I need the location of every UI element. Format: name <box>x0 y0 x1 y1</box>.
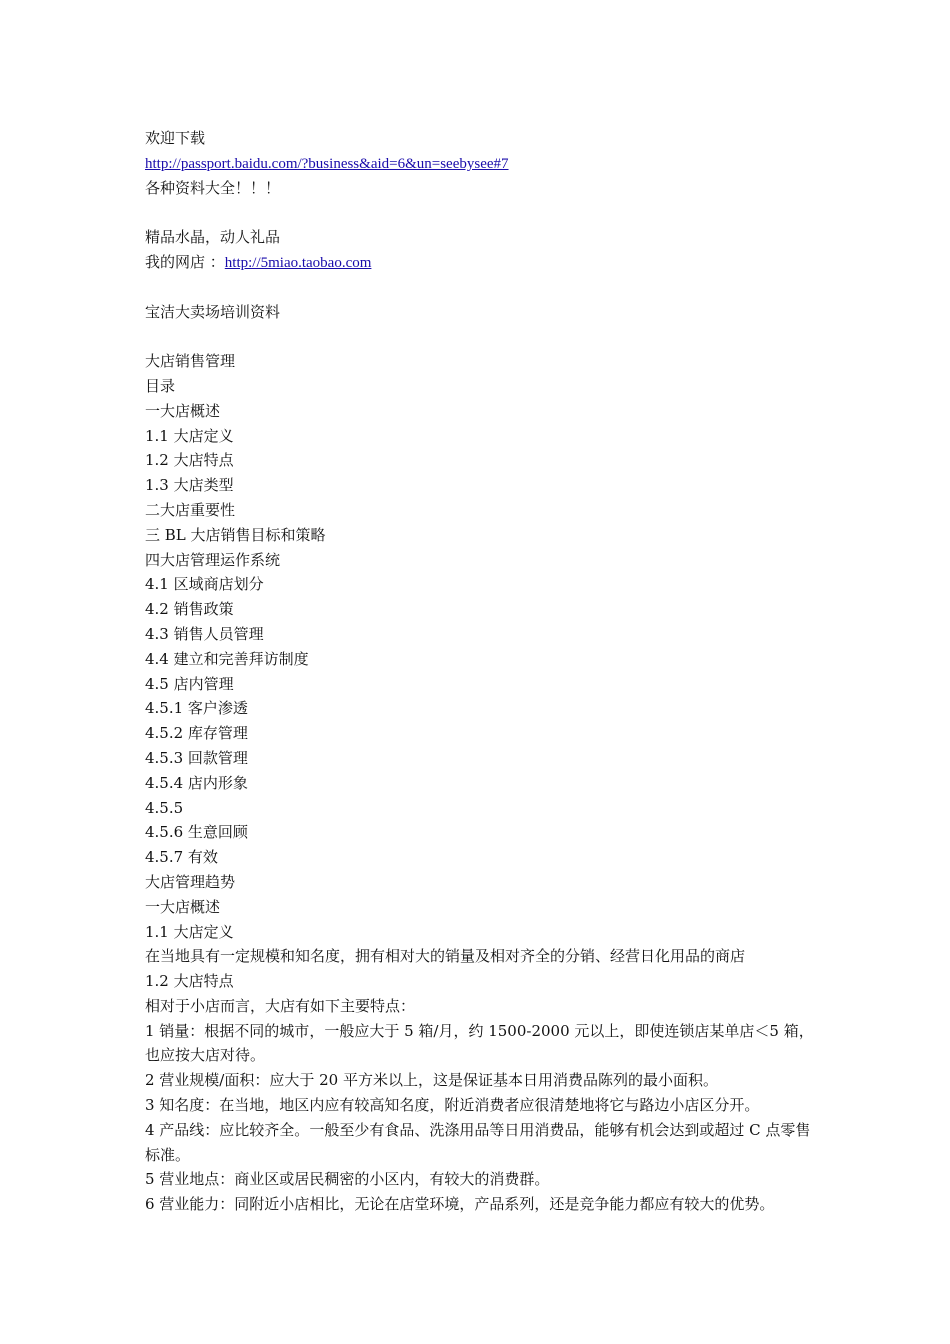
toc-item: 1.1 大店定义 <box>145 426 234 445</box>
toc-item: 4.5.2 库存管理 <box>145 724 248 743</box>
feature-point: 5 营业地点：商业区或居民稠密的小区内，有较大的消费群。 <box>145 1170 550 1189</box>
welcome-text: 欢迎下载 <box>145 129 206 147</box>
slogan-text: 精品水晶，动人礼品 <box>145 228 281 247</box>
toc-item: 1.3 大店类型 <box>145 476 234 495</box>
section-title: 大店销售管理 <box>145 352 236 371</box>
shop-link[interactable]: http://5miao.taobao.com <box>224 254 372 271</box>
toc-item: 4.4 建立和完善拜访制度 <box>145 649 309 668</box>
toc-item: 4.5.3 回款管理 <box>145 748 248 767</box>
shop-label: 我的网店 ： <box>145 252 225 271</box>
toc-item: 4.5.6 生意回顾 <box>145 823 248 842</box>
toc-item: 四大店管理运作系统 <box>145 550 281 569</box>
toc-item: 大店管理趋势 <box>145 872 236 891</box>
definition-text: 在当地具有一定规模和知名度，拥有相对大的销量及相对齐全的分销、经营日化用品的商店 <box>145 947 746 966</box>
toc-title: 目录 <box>145 376 176 395</box>
materials-text: 各种资料大全！！！ <box>145 178 281 197</box>
toc-item: 4.5 店内管理 <box>145 674 234 693</box>
feature-point: 6 营业能力：同附近小店相比，无论在店堂环境，产品系列，还是竞争能力都应有较大的优势。 <box>145 1195 775 1214</box>
feature-point: 1 销量：根据不同的城市，一般应大于 5 箱/月，约 1500-2000 元以上，即使连锁店某单店＜5 箱，也应按大店对待。 <box>145 1021 814 1065</box>
toc-item: 4.1 区域商店划分 <box>145 575 264 594</box>
feature-point: 2 营业规模/面积：应大于 20 平方米以上，这是保证基本日用消费品陈列的最小面积。 <box>145 1071 718 1090</box>
shop-line <box>145 250 815 275</box>
heading-overview: 一大店概述 <box>145 897 221 916</box>
toc-item: 二大店重要性 <box>145 500 236 519</box>
table-of-contents <box>145 399 815 895</box>
heading-definition: 1.1 大店定义 <box>145 922 234 941</box>
document-page <box>145 126 815 1217</box>
feature-point: 3 知名度：在当地，地区内应有较高知名度，附近消费者应很清楚地将它与路边小店区分开。 <box>145 1096 760 1115</box>
toc-item: 4.5.7 有效 <box>145 848 218 867</box>
toc-item: 三 BL 大店销售目标和策略 <box>145 525 326 544</box>
toc-item: 4.3 销售人员管理 <box>145 624 264 643</box>
download-link[interactable]: http://passport.baidu.com/?business&aid=6&un=seebysee#7 <box>145 155 509 172</box>
toc-item: 1.2 大店特点 <box>145 451 234 470</box>
toc-item: 一大店概述 <box>145 401 221 420</box>
features-intro: 相对于小店而言，大店有如下主要特点： <box>145 996 416 1015</box>
toc-item: 4.2 销售政策 <box>145 600 234 619</box>
toc-item: 4.5.5 <box>145 798 184 817</box>
heading-features: 1.2 大店特点 <box>145 972 234 991</box>
doc-title: 宝洁大卖场培训资料 <box>145 302 281 321</box>
toc-item: 4.5.1 客户渗透 <box>145 699 248 718</box>
toc-item: 4.5.4 店内形象 <box>145 773 248 792</box>
feature-point: 4 产品线：应比较齐全。一般至少有食品、洗涤用品等日用消费品，能够有机会达到或超过 C 点零售标准。 <box>145 1120 811 1164</box>
